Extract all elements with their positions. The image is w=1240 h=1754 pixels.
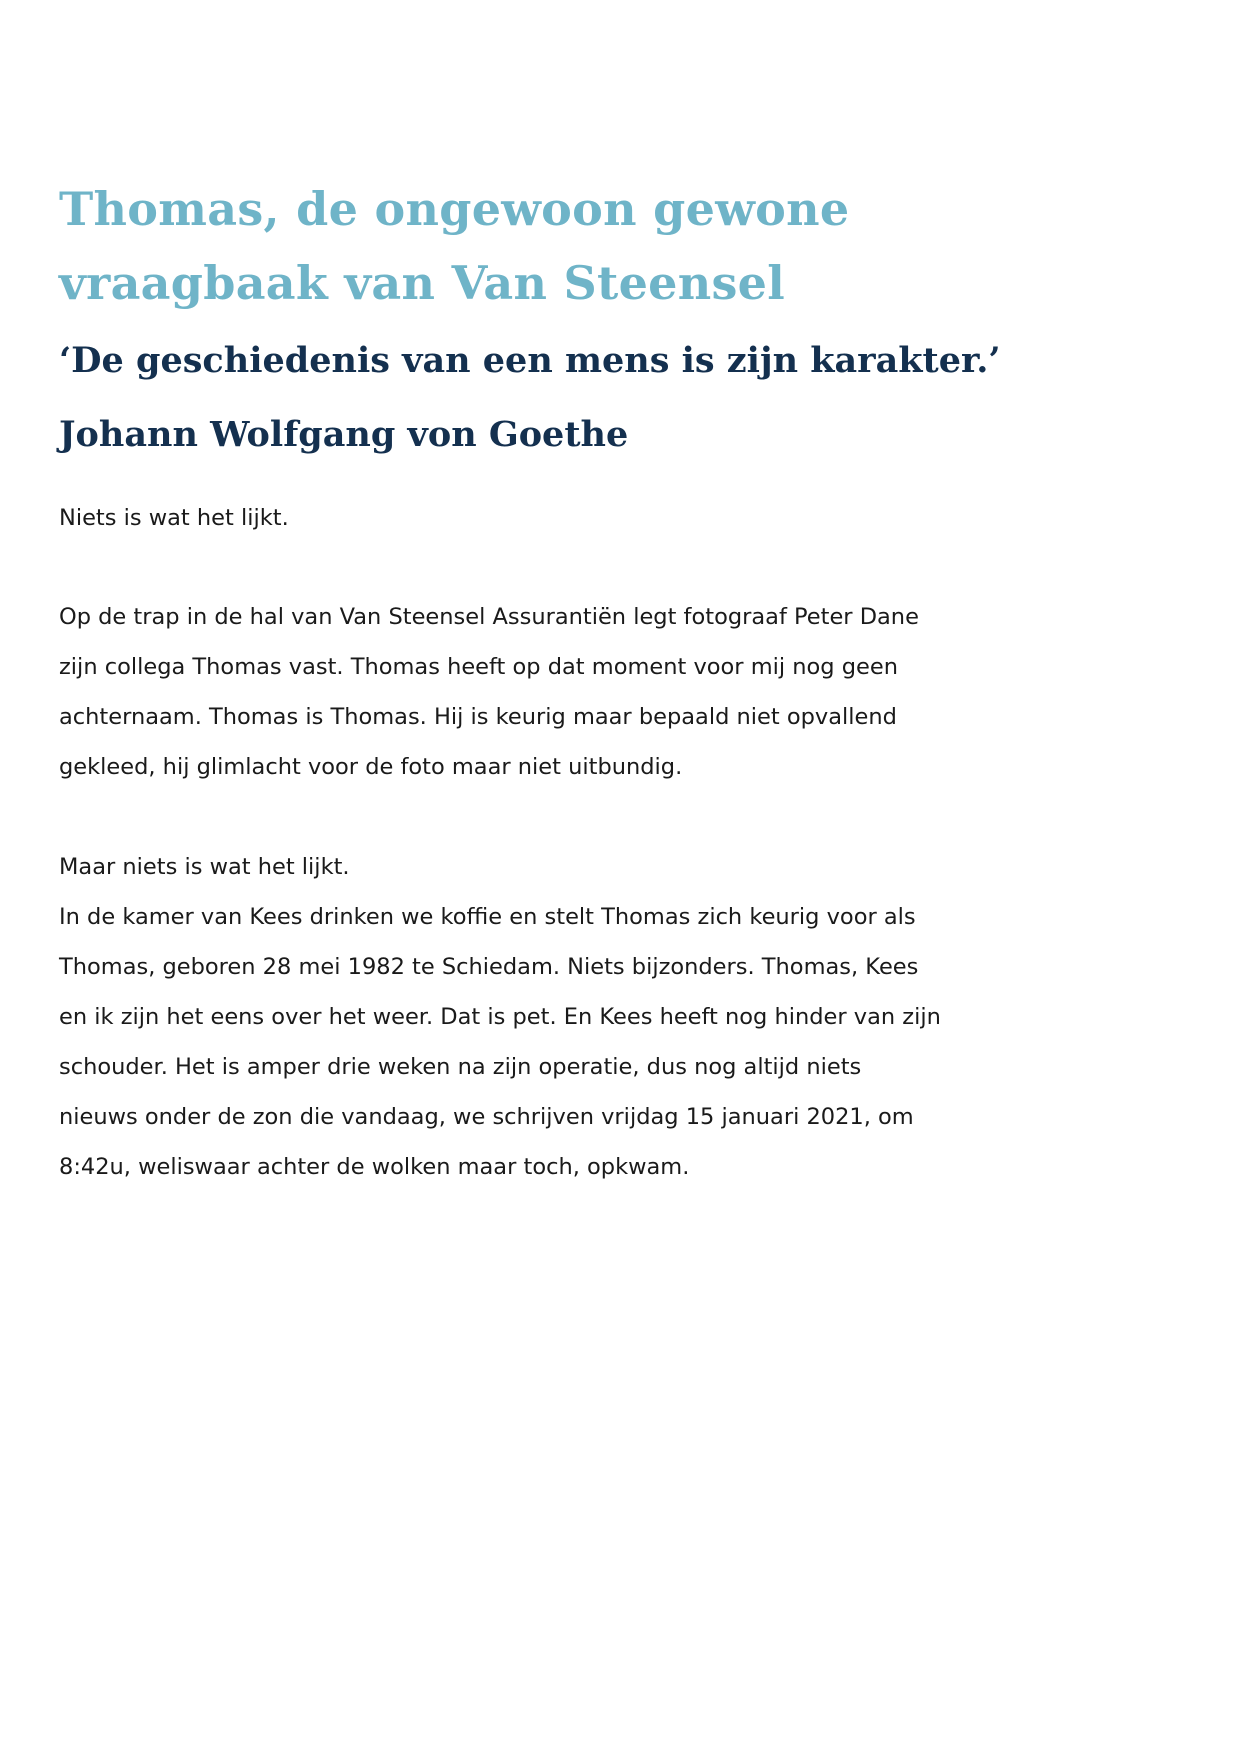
title-line: vraagbaak van Van Steensel [59,256,786,310]
paragraph-2 [59,592,1059,792]
paragraph-line: In de kamer van Kees drinken we koffie en stelt Thomas zich keurig voor als [59,904,916,930]
quote-heading: ‘De geschiedenis van een mens is zijn karakter.’ [59,340,1001,381]
paragraph-line: en ik zijn het eens over het weer. Dat is pet. En Kees heeft nog hinder van zijn [59,1004,941,1030]
paragraph-1 [59,493,1059,543]
title-line: Thomas, de ongewoon gewone [59,182,850,236]
quote-author: Johann Wolfgang von Goethe [59,414,629,455]
paragraph-line: Thomas, geboren 28 mei 1982 te Schiedam. Niets bijzonders. Thomas, Kees [59,954,919,980]
paragraph-line: Op de trap in de hal van Van Steensel Assurantiën legt fotograaf Peter Dane [59,604,919,630]
paragraph-line: achternaam. Thomas is Thomas. Hij is keurig maar bepaald niet opvallend [59,704,897,730]
article-title [59,172,1059,320]
paragraph-line: gekleed, hij glimlacht voor de foto maar niet uitbundig. [59,754,683,780]
paragraph-line: nieuws onder de zon die vandaag, we schrijven vrijdag 15 januari 2021, om [59,1104,914,1130]
paragraph-line: Niets is wat het lijkt. [59,505,289,531]
paragraph-line: 8:42u, weliswaar achter de wolken maar toch, opkwam. [59,1154,690,1180]
paragraph-line: schouder. Het is amper drie weken na zijn operatie, dus nog altijd niets [59,1054,862,1080]
paragraph-line: Maar niets is wat het lijkt. [59,854,350,880]
paragraph-line: zijn collega Thomas vast. Thomas heeft op dat moment voor mij nog geen [59,654,898,680]
paragraph-3 [59,842,1059,1192]
